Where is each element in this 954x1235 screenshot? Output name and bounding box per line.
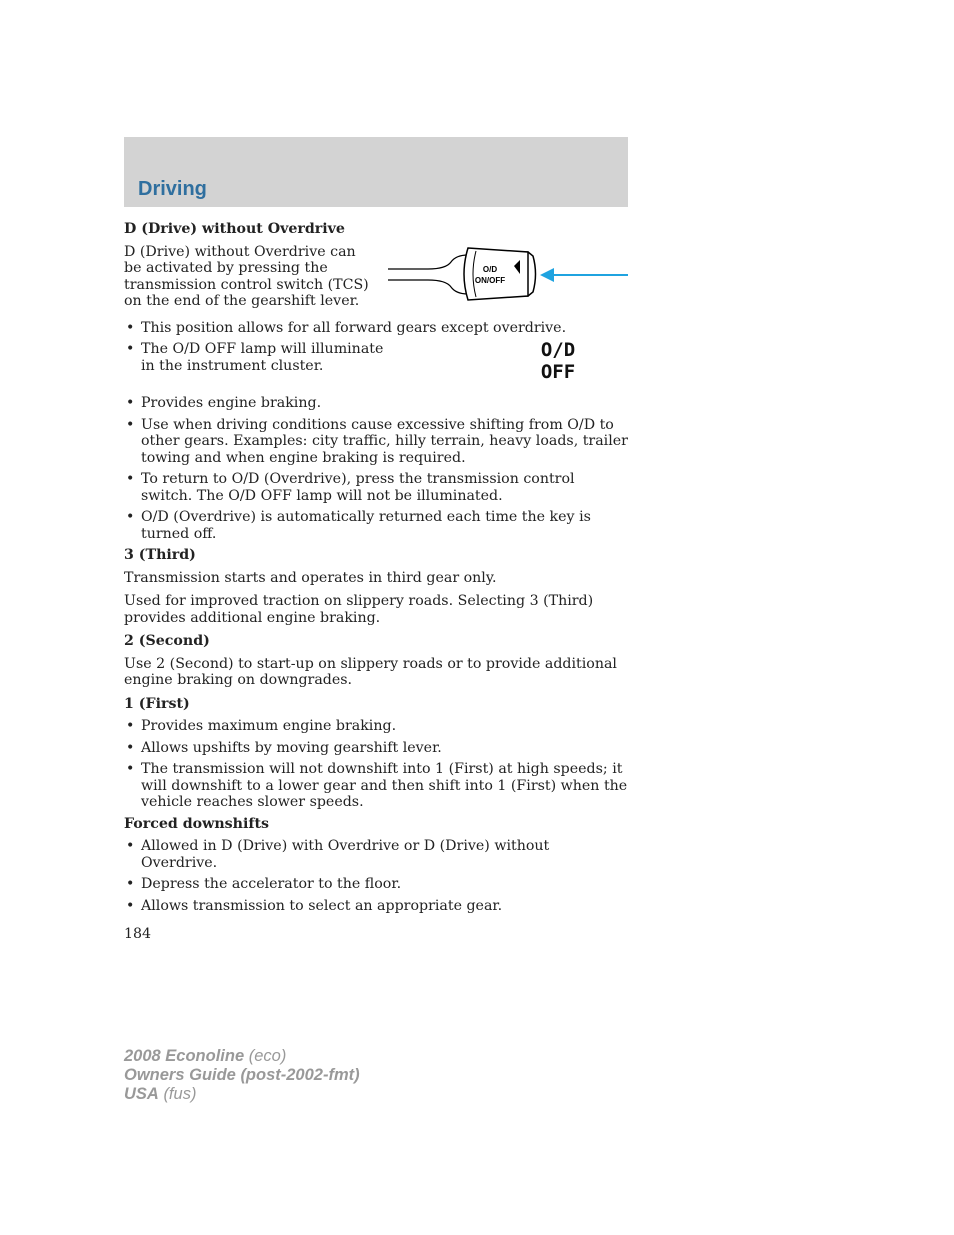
gearshift-switch-illustration (388, 244, 628, 306)
paragraph: Transmission starts and operates in third gear only. (124, 569, 497, 586)
lamp-label-od: O/D (540, 339, 576, 361)
footer-market-code: (fus) (163, 1085, 197, 1103)
page-content (124, 221, 628, 919)
heading-drive-without-overdrive: D (Drive) without Overdrive (124, 221, 345, 237)
lamp-row (124, 341, 628, 383)
list-item: • Allows transmission to select an appropriate gear. (124, 898, 628, 915)
page-number: 184 (124, 926, 152, 942)
drive-bullets-b (124, 395, 628, 542)
lamp-label-off: OFF (540, 361, 576, 383)
first-bullets (124, 718, 628, 811)
document-footer (124, 1047, 360, 1104)
intro-text: D (Drive) without Overdrive can be activated by pressing the transmission control switch (TCS) on the end of the gearshift lever. (124, 243, 369, 309)
forced-bullets (124, 838, 628, 914)
list-item: • To return to O/D (Overdrive), press the transmission control switch. The O/D OFF lamp will not be illuminated. (124, 471, 628, 504)
od-off-lamp-icon (488, 339, 628, 383)
list-item: • The O/D OFF lamp will illuminate in the instrument cluster. (124, 341, 391, 374)
section-title: Driving (138, 178, 207, 200)
switch-label-od: O/D (482, 264, 498, 274)
footer-model: 2008 Econoline (124, 1047, 245, 1065)
heading-second: 2 (Second) (124, 633, 210, 649)
footer-guide: Owners Guide (post-2002-fmt) (124, 1066, 360, 1084)
switch-label-onoff: ON/OFF (474, 275, 506, 285)
list-item: • O/D (Overdrive) is automatically returned each time the key is turned off. (124, 509, 628, 542)
paragraph: Used for improved traction on slippery roads. Selecting 3 (Third) provides additional engine braking. (124, 593, 594, 626)
list-item: • Use when driving conditions cause excessive shifting from O/D to other gears. Examples: city traffic, hilly terrain, heavy loads, trailer towing and when engine braking is required. (124, 417, 628, 467)
list-item: • Provides maximum engine braking. (124, 718, 628, 735)
heading-forced-downshifts: Forced downshifts (124, 815, 270, 832)
header-band (124, 137, 628, 207)
list-item: • Provides engine braking. (124, 395, 628, 412)
heading-third: 3 (Third) (124, 547, 196, 563)
list-item: • Allows upshifts by moving gearshift lever. (124, 740, 628, 757)
list-item: • The transmission will not downshift into 1 (First) at high speeds; it will downshift to a lower gear and then shift into 1 (First) when the vehicle reaches slower speeds. (124, 761, 628, 811)
heading-first: 1 (First) (124, 695, 190, 712)
list-item: • This position allows for all forward gears except overdrive. (124, 320, 628, 337)
list-item: • Depress the accelerator to the floor. (124, 876, 628, 893)
intro-row (124, 244, 628, 310)
footer-model-code: (eco) (248, 1047, 287, 1065)
footer-market: USA (124, 1085, 159, 1103)
list-item: • Allowed in D (Drive) with Overdrive or D (Drive) without Overdrive. (124, 838, 628, 871)
paragraph: Use 2 (Second) to start-up on slippery roads or to provide additional engine braking on downgrades. (124, 655, 617, 688)
drive-bullets-a (124, 320, 628, 337)
